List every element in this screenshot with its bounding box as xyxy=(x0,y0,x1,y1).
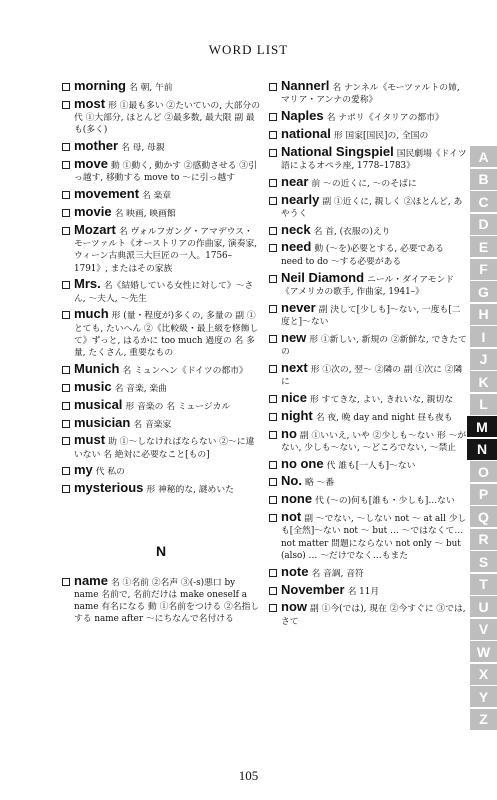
headword: neck xyxy=(281,221,311,237)
left-column xyxy=(62,80,260,629)
headword: movement xyxy=(74,186,140,202)
word-entry xyxy=(62,363,260,377)
checkbox-icon[interactable] xyxy=(62,467,70,475)
headword: most xyxy=(74,95,106,111)
definition: 形 すてきな, よい, きれいな, 親切な xyxy=(310,394,454,405)
headword: Nannerl xyxy=(281,78,330,93)
word-entry xyxy=(269,407,467,424)
checkbox-icon[interactable] xyxy=(269,131,277,139)
word-entry xyxy=(269,221,467,238)
definition: 形 音楽の 名 ミュージカル xyxy=(125,401,231,412)
word-entry xyxy=(269,511,467,562)
page-number: 105 xyxy=(238,768,259,783)
checkbox-icon[interactable] xyxy=(269,227,277,235)
definition: 形 ①新しい, 新規の ②新鮮な, できたての xyxy=(281,334,467,358)
definition: 名 音楽, 楽曲 xyxy=(114,383,167,394)
headword: National Singspiel xyxy=(281,143,394,159)
index-tab-o[interactable]: O xyxy=(470,461,497,482)
definition: 名 楽章 xyxy=(142,191,172,202)
headword: movie xyxy=(74,203,112,219)
definition: 名 ミュンヘン《ドイツの都市》 xyxy=(122,366,248,377)
checkbox-icon[interactable] xyxy=(269,587,277,595)
word-entry xyxy=(269,191,467,221)
definition: 形 (量・程度が)多くの, 多量の 副 ①とても, たいへん ②《比較級・最上級を修飾して》ずっと, はるかに too much 過度の 名 多量, たくさん, 重要なもの xyxy=(74,311,259,359)
checkbox-icon[interactable] xyxy=(269,431,277,439)
word-entry xyxy=(62,378,260,395)
index-tab-m[interactable]: M xyxy=(467,416,497,437)
word-entry xyxy=(269,493,467,507)
section-heading-n: N xyxy=(155,542,167,559)
checkbox-icon[interactable] xyxy=(62,311,70,319)
word-entry xyxy=(62,80,260,94)
word-entry xyxy=(269,581,467,598)
index-tab-q[interactable]: Q xyxy=(470,506,497,527)
word-entry xyxy=(269,425,467,455)
word-entry xyxy=(269,359,467,389)
headword: move xyxy=(74,155,108,171)
checkbox-icon[interactable] xyxy=(269,496,277,504)
headword: music xyxy=(74,378,112,394)
index-tab-h[interactable]: H xyxy=(470,304,497,325)
headword: much xyxy=(74,306,109,322)
checkbox-icon[interactable] xyxy=(62,191,70,199)
index-tab-d[interactable]: D xyxy=(470,214,497,235)
checkbox-icon[interactable] xyxy=(269,113,277,121)
word-entry xyxy=(269,143,467,173)
headword: Naples xyxy=(281,108,324,124)
word-entry xyxy=(269,241,467,268)
word-entry xyxy=(269,125,467,142)
headword: near xyxy=(281,173,309,189)
checkbox-icon[interactable] xyxy=(269,461,277,469)
definition: 形 国家[国民]の, 全国の xyxy=(333,130,429,141)
headword: new xyxy=(281,329,307,345)
word-entry xyxy=(62,434,260,461)
headword: nice xyxy=(281,389,308,405)
definition: 副 ①近くに, 親しく ②ほとんど, あやうく xyxy=(281,196,463,219)
checkbox-icon[interactable] xyxy=(269,478,277,486)
index-tab-w[interactable]: W xyxy=(470,641,497,662)
definition: 副 ①今(では), 現在 ②今すぐに ③では, さて xyxy=(281,604,466,627)
word-entry xyxy=(62,188,260,202)
definition: 形 神秘的な, 謎めいた xyxy=(146,485,234,496)
checkbox-icon[interactable] xyxy=(269,413,277,421)
definition: 副 ～でない, ～しない not ～ at all 少しも[全然]～ない not ～ but … ～ではなくて… not matter 問題にならない not only ～ but (also) … ～だけでなく…もまた xyxy=(281,514,467,561)
index-tab-f[interactable]: F xyxy=(470,259,497,280)
definition: 名 音調, 音符 xyxy=(311,568,364,579)
definition: ニール・ダイアモンド《アメリカの歌手, 作曲家, 1941–》 xyxy=(281,274,455,297)
checkbox-icon[interactable] xyxy=(62,227,70,235)
definition: 代 私の xyxy=(95,467,125,478)
checkbox-icon[interactable] xyxy=(62,366,70,374)
definition: 名 ナンネル《モーツァルトの姉, マリア・アンナの愛称》 xyxy=(281,83,460,106)
definition: 形 ①次の, 翌～ ②隣の 副 ①次に ②隣に xyxy=(281,364,463,388)
word-entry xyxy=(62,155,260,185)
word-entry xyxy=(62,572,260,626)
word-entry xyxy=(62,221,260,275)
headword: nearly xyxy=(281,191,320,207)
checkbox-icon[interactable] xyxy=(269,604,277,612)
headword: none xyxy=(281,491,313,507)
index-tab-v[interactable]: V xyxy=(470,619,497,640)
right-column xyxy=(269,80,467,631)
definition: 名 母, 母親 xyxy=(121,143,165,154)
checkbox-icon[interactable] xyxy=(62,83,70,91)
word-entry xyxy=(269,475,467,489)
headword: must xyxy=(74,432,106,448)
headword: Mozart xyxy=(74,221,116,237)
headword: next xyxy=(281,359,308,375)
headword: musical xyxy=(74,396,123,412)
index-tab-z[interactable]: Z xyxy=(470,709,497,730)
word-entry xyxy=(62,203,260,220)
headword: musician xyxy=(74,414,131,430)
right-entry-list xyxy=(269,80,467,628)
word-entry xyxy=(269,563,467,580)
index-tab-k[interactable]: K xyxy=(470,371,497,392)
definition: 動 ①動く, 動かす ②感動させる ③引っ越す, 移動する move to ～に引っ越す xyxy=(74,160,257,184)
headword: now xyxy=(281,599,307,615)
checkbox-icon[interactable] xyxy=(62,420,70,428)
word-entry xyxy=(269,110,467,124)
definition: 名 ナポリ《イタリアの都市》 xyxy=(326,113,444,124)
definition: 前 ～の近くに, ～のそばに xyxy=(311,178,417,189)
headword: night xyxy=(281,407,313,423)
headword: need xyxy=(281,239,312,255)
checkbox-icon[interactable] xyxy=(269,514,277,522)
headword: mysterious xyxy=(74,480,144,496)
index-tab-e[interactable]: E xyxy=(470,236,497,257)
definition: 略 ～番 xyxy=(304,478,335,489)
headword: my xyxy=(74,462,93,478)
index-tab-s[interactable]: S xyxy=(470,551,497,572)
word-entry xyxy=(62,464,260,478)
word-entry xyxy=(269,329,467,359)
alphabet-index-tabs xyxy=(470,146,497,731)
checkbox-icon[interactable] xyxy=(62,402,70,410)
word-entry xyxy=(269,80,467,107)
index-tab-g[interactable]: G xyxy=(470,281,497,302)
headword: mother xyxy=(74,138,119,154)
word-entry xyxy=(269,173,467,190)
headword: not xyxy=(281,509,302,525)
checkbox-icon[interactable] xyxy=(269,83,277,91)
word-entry xyxy=(62,95,260,137)
headword: November xyxy=(281,581,345,597)
page-header: WORD LIST xyxy=(208,42,289,57)
index-tab-y[interactable]: Y xyxy=(470,686,497,707)
index-tab-u[interactable]: U xyxy=(470,596,497,617)
checkbox-icon[interactable] xyxy=(62,281,70,289)
word-entry xyxy=(62,308,260,359)
checkbox-icon[interactable] xyxy=(62,209,70,217)
definition: 名《結婚している女性に対して》～さん, ～夫人, ～先生 xyxy=(74,281,254,304)
checkbox-icon[interactable] xyxy=(269,179,277,187)
headword: No. xyxy=(281,473,302,489)
headword: Neil Diamond xyxy=(281,269,365,285)
checkbox-icon[interactable] xyxy=(269,365,277,373)
definition: 副 ①いいえ, いや ②少しも～ない 形 ～がない, 少しも～ない, ～どころでない, ～禁止 xyxy=(281,430,467,453)
word-entry xyxy=(269,389,467,406)
headword: Munich xyxy=(74,361,120,377)
index-tab-t[interactable]: T xyxy=(470,574,497,595)
definition: 副 決して[少しも]～ない, 一度も[二度と]～ない xyxy=(281,304,461,327)
definition: 代 (～の)何も[誰も・少しも]…ない xyxy=(315,496,455,507)
definition: 国民劇場《ドイツ語によるオペラ座, 1778–1783》 xyxy=(281,148,467,171)
word-entry xyxy=(62,278,260,305)
index-tab-i[interactable]: I xyxy=(470,326,497,347)
index-tab-p[interactable]: P xyxy=(470,484,497,505)
index-tab-r[interactable]: R xyxy=(470,529,497,550)
left-entry-list-n xyxy=(62,572,260,626)
definition: 形 ①最も多い ②たいていの, 大部分の 代 ①大部分, ほとんど ②最多数, 最大限 副 最も(多く) xyxy=(74,100,260,136)
word-entry xyxy=(62,396,260,413)
word-entry xyxy=(269,455,467,472)
checkbox-icon[interactable] xyxy=(269,569,277,577)
checkbox-icon[interactable] xyxy=(269,395,277,403)
index-tab-b[interactable]: B xyxy=(470,169,497,190)
headword: name xyxy=(74,572,108,588)
word-entry xyxy=(62,482,260,496)
headword: never xyxy=(281,299,316,315)
checkbox-icon[interactable] xyxy=(62,578,70,586)
definition: 代 誰も[一人も]～ない xyxy=(326,460,416,471)
checkbox-icon[interactable] xyxy=(269,197,277,205)
definition: 名 朝, 午前 xyxy=(129,83,173,93)
checkbox-icon[interactable] xyxy=(62,485,70,493)
checkbox-icon[interactable] xyxy=(269,149,277,157)
index-tab-a[interactable]: A xyxy=(470,146,497,167)
index-tab-l[interactable]: L xyxy=(470,394,497,415)
index-tab-x[interactable]: X xyxy=(470,664,497,685)
definition: 助 ①～しなければならない ②～に違いない 名 絶対に必要なこと[もの] xyxy=(74,437,255,460)
checkbox-icon[interactable] xyxy=(269,244,277,252)
headword: note xyxy=(281,563,309,579)
word-entry xyxy=(62,140,260,154)
headword: morning xyxy=(74,78,126,93)
checkbox-icon[interactable] xyxy=(62,384,70,392)
definition: 名 11月 xyxy=(347,586,380,597)
checkbox-icon[interactable] xyxy=(62,161,70,169)
definition: 名 ヴォルフガング・アマデウス・モーツァルト《オーストリアの作曲家, 演奏家, ウィーン古典派三大巨匠の一人。1756–1791》, またはその家族 xyxy=(74,226,258,274)
checkbox-icon[interactable] xyxy=(269,275,277,283)
headword: no xyxy=(281,425,297,441)
checkbox-icon[interactable] xyxy=(269,335,277,343)
checkbox-icon[interactable] xyxy=(269,305,277,313)
left-entry-list xyxy=(62,80,260,497)
definition: 名 夜, 晩 day and night 昼も夜も xyxy=(315,412,453,423)
word-entry xyxy=(269,269,467,299)
index-tab-j[interactable]: J xyxy=(470,349,497,370)
definition: 名 ①名前 ②名声 ③(-s)悪口 by name 名前で, 名前だけは make oneself a name 有名になる 動 ①名前をつける ②名指しする name after ～にちなんで名付ける xyxy=(74,577,260,625)
checkbox-icon[interactable] xyxy=(62,143,70,151)
headword: no one xyxy=(281,455,324,471)
index-tab-n[interactable]: N xyxy=(467,439,497,460)
definition: 名 映画, 映画館 xyxy=(114,208,176,219)
checkbox-icon[interactable] xyxy=(62,437,70,445)
definition: 名 音楽家 xyxy=(133,419,172,430)
headword: Mrs. xyxy=(74,276,101,292)
checkbox-icon[interactable] xyxy=(62,101,70,109)
word-entry xyxy=(62,414,260,431)
definition: 動 (～を)必要とする, 必要である need to do ～する必要がある xyxy=(281,244,444,267)
definition: 名 首, (衣服の)えり xyxy=(313,226,391,237)
word-entry xyxy=(269,299,467,329)
headword: national xyxy=(281,125,331,141)
index-tab-c[interactable]: C xyxy=(470,191,497,212)
word-entry xyxy=(269,601,467,628)
